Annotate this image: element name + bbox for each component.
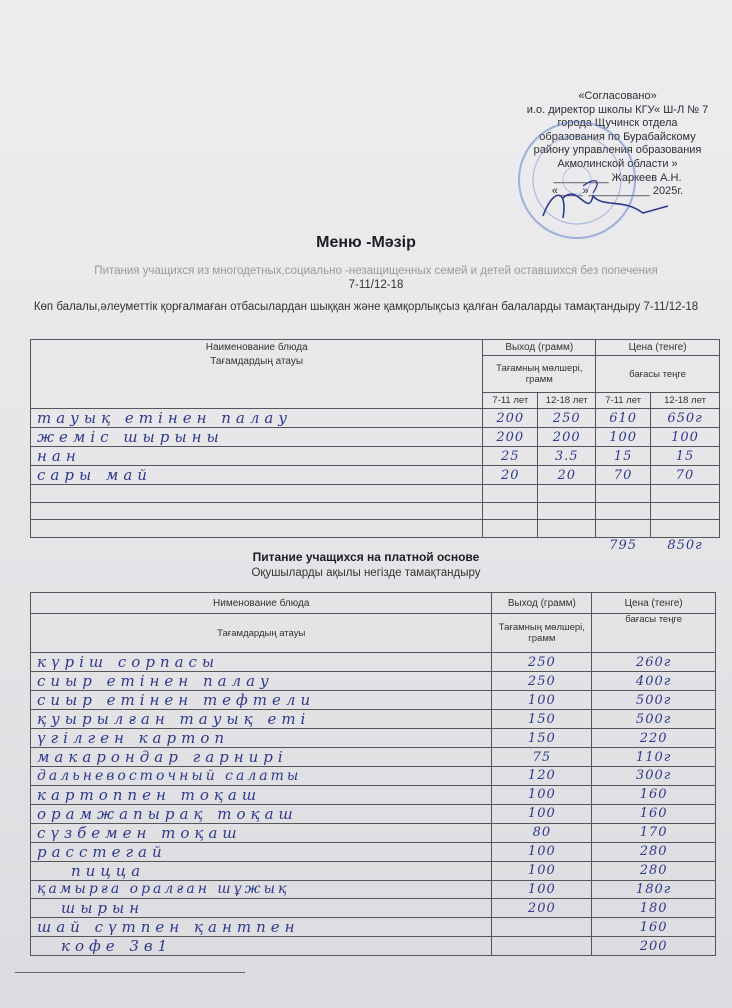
dish-output: 150 — [492, 710, 592, 729]
dish-price: 180 — [592, 899, 716, 918]
col-name-ru: Наименование блюда — [31, 340, 483, 356]
col-price-ru: Цена (тенге) — [592, 593, 716, 614]
dish-name: нан — [31, 447, 483, 466]
table-row — [31, 842, 716, 861]
dish-output: 250 — [538, 409, 596, 428]
dish-price: 280 — [592, 842, 716, 861]
col-price-ru: Цена (тенге) — [596, 340, 720, 356]
dish-price: 260г — [592, 653, 716, 672]
dish-name: пицца — [31, 861, 492, 880]
dish-name: жеміс шырыны — [31, 428, 483, 447]
footer-line — [15, 972, 245, 973]
approval-line: Акмолинской области » — [557, 157, 678, 170]
dish-price: 15 — [651, 447, 720, 466]
age-header: 7-11 лет — [596, 393, 651, 409]
approval-line: «____»__________ 2025г. — [551, 185, 684, 198]
dish-output: 120 — [492, 767, 592, 786]
dish-price: 160 — [592, 804, 716, 823]
dish-output: 200 — [538, 428, 596, 447]
dish-name — [31, 485, 483, 503]
dish-output: 200 — [492, 899, 592, 918]
age-header: 12-18 лет — [538, 393, 596, 409]
dish-price: 610 — [596, 409, 651, 428]
dish-name: қуырылған тауық еті — [31, 710, 492, 729]
dish-name: сиыр етінен тефтели — [31, 691, 492, 710]
dish-name: қамырға оралған шұжық — [31, 880, 492, 899]
col-out-kz: Тағамның мөлшері, грамм — [483, 356, 596, 393]
dish-name: шай сүтпен қантпен — [31, 918, 492, 937]
table-row — [31, 899, 716, 918]
dish-name: дальневосточный салаты — [31, 767, 492, 786]
col-out-kz: Тағамның мөлшері, грамм — [492, 614, 592, 653]
dish-output: 75 — [492, 748, 592, 767]
dish-output: 3.5 — [538, 447, 596, 466]
dish-price: 500г — [592, 691, 716, 710]
dish-output: 100 — [492, 785, 592, 804]
paid-section-title: Питание учащихся на платной основе — [252, 550, 480, 564]
dish-price — [596, 520, 651, 538]
dish-output — [538, 520, 596, 538]
col-price-kz: бағасы теңге — [592, 614, 716, 653]
dish-name: картоппен тоқаш — [31, 785, 492, 804]
approval-line: города Щучинск отдела — [557, 117, 678, 130]
subtitle-ru-tail: 7-11/12-18 — [348, 279, 404, 291]
col-price-kz: бағасы теңге — [596, 356, 720, 393]
subtitle-ru-text: Питания учащихся из многодетных,социально -незащищенных семей и детей оставшихся без попечения — [94, 265, 658, 277]
table-row — [31, 861, 716, 880]
dish-price: 70 — [651, 466, 720, 485]
dish-name: расстегай — [31, 842, 492, 861]
table-row — [31, 918, 716, 937]
table-row — [31, 710, 716, 729]
dish-price — [596, 502, 651, 520]
total-price-12-18: 850г — [667, 538, 703, 554]
table-row — [31, 653, 716, 672]
subtitle-ru — [20, 264, 732, 292]
dish-price: 100 — [596, 428, 651, 447]
dish-name: сары май — [31, 466, 483, 485]
approval-line: и.о. директор школы КГУ« Ш-Л № 7 — [526, 103, 709, 116]
dish-output: 25 — [483, 447, 538, 466]
dish-name: сиыр етінен палау — [31, 672, 492, 691]
age-header: 12-18 лет — [651, 393, 720, 409]
table-row — [31, 880, 716, 899]
col-name-ru: Нименование блюда — [31, 593, 492, 614]
table-row — [31, 466, 720, 485]
dish-output — [538, 502, 596, 520]
dish-output: 80 — [492, 823, 592, 842]
approval-line: «Согласовано» — [578, 90, 657, 102]
table-row — [31, 502, 720, 520]
dish-price: 220 — [592, 729, 716, 748]
dish-price: 280 — [592, 861, 716, 880]
dish-name: үгілген картоп — [31, 729, 492, 748]
dish-output — [483, 485, 538, 503]
dish-name: шырын — [31, 899, 492, 918]
dish-price: 200 — [592, 937, 716, 956]
dish-price — [651, 502, 720, 520]
dish-price: 100 — [651, 428, 720, 447]
table-row — [31, 672, 716, 691]
dish-output: 250 — [492, 672, 592, 691]
dish-output — [483, 502, 538, 520]
dish-price — [596, 485, 651, 503]
dish-price: 650г — [651, 409, 720, 428]
dish-name: макарондар гарнирі — [31, 748, 492, 767]
dish-output: 100 — [492, 842, 592, 861]
table-row — [31, 785, 716, 804]
dish-output: 20 — [483, 466, 538, 485]
dish-name — [31, 520, 483, 538]
col-out-ru: Выход (грамм) — [483, 340, 596, 356]
col-name-kz: Тағамдардың атауы — [31, 356, 483, 409]
dish-output: 100 — [492, 861, 592, 880]
approval-line: району управления образования — [533, 144, 702, 157]
table-row — [31, 748, 716, 767]
dish-output: 100 — [492, 804, 592, 823]
dish-output: 20 — [538, 466, 596, 485]
col-out-ru: Выход (грамм) — [492, 593, 592, 614]
table-row — [31, 520, 720, 538]
table-row — [31, 823, 716, 842]
table-row — [31, 428, 720, 447]
table-row — [31, 729, 716, 748]
dish-output: 250 — [492, 653, 592, 672]
table-row — [31, 691, 716, 710]
dish-price: 15 — [596, 447, 651, 466]
paid-section-subtitle: Оқушыларды ақылы негізде тамақтандыру — [251, 567, 481, 579]
age-header: 7-11 лет — [483, 393, 538, 409]
dish-name: тауық етінен палау — [31, 409, 483, 428]
dish-output: 150 — [492, 729, 592, 748]
dish-output: 100 — [492, 691, 592, 710]
page-title: Меню -Мәзір — [316, 234, 416, 251]
table-row — [31, 804, 716, 823]
dish-name: күріш сорпасы — [31, 653, 492, 672]
total-price-7-11: 795 — [609, 538, 638, 554]
dish-price: 160 — [592, 918, 716, 937]
dish-output: 200 — [483, 428, 538, 447]
table-row — [31, 937, 716, 956]
dish-price: 110г — [592, 748, 716, 767]
approval-line: образования по Бурабайскому — [539, 130, 696, 143]
table-row — [31, 485, 720, 503]
dish-output — [483, 520, 538, 538]
col-name-kz: Тағамдардың атауы — [31, 614, 492, 653]
signature — [533, 178, 673, 228]
dish-name: кофе 3в1 — [31, 937, 492, 956]
dish-output: 200 — [483, 409, 538, 428]
menu-table-benefit — [30, 339, 720, 554]
table-row — [31, 447, 720, 466]
dish-price — [651, 485, 720, 503]
subtitle-kz: Көп балалы,әлеуметтік қорғалмаған отбасылардан шыққан және қамқорлықсыз қалған балаларды тамақтандыру 7-11/12-18 — [33, 301, 699, 313]
dish-price: 70 — [596, 466, 651, 485]
dish-output — [538, 485, 596, 503]
dish-name — [31, 502, 483, 520]
menu-table-paid — [30, 592, 716, 956]
dish-name: орамжапырақ тоқаш — [31, 804, 492, 823]
dish-price: 300г — [592, 767, 716, 786]
dish-output — [492, 918, 592, 937]
dish-price: 180г — [592, 880, 716, 899]
table-row — [31, 409, 720, 428]
dish-name: сүзбемен тоқаш — [31, 823, 492, 842]
dish-price: 500г — [592, 710, 716, 729]
table-row — [31, 767, 716, 786]
dish-output — [492, 937, 592, 956]
approval-line: _________ Жаркеев А.Н. — [553, 171, 682, 184]
dish-output: 100 — [492, 880, 592, 899]
dish-price — [651, 520, 720, 538]
dish-price: 400г — [592, 672, 716, 691]
dish-price: 160 — [592, 785, 716, 804]
dish-price: 170 — [592, 823, 716, 842]
